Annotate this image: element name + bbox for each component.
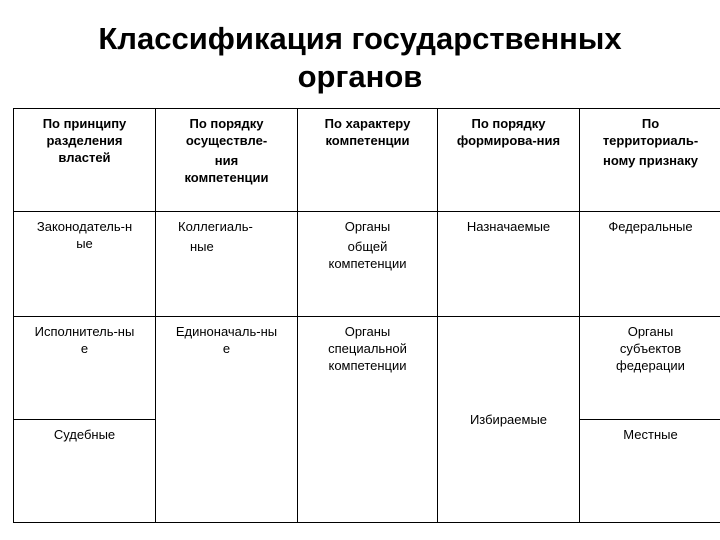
page-title-line-2: органов (297, 59, 423, 94)
header-line: По принципу (42, 116, 127, 131)
cell-judicial (14, 420, 156, 523)
header-territorial (580, 109, 720, 212)
cell-line: Коллегиаль- (178, 219, 253, 234)
cell-line: ные (190, 239, 214, 254)
cell-collegial (156, 212, 298, 317)
cell-line: Органы (627, 324, 674, 339)
cell-line: компетенции (328, 256, 407, 271)
header-line: формирова-ния (456, 133, 561, 148)
cell-line: Исполнитель-ны (34, 324, 135, 339)
header-row (14, 109, 720, 212)
cell-appointed (438, 212, 580, 317)
header-line: разделения (46, 133, 123, 148)
header-line: По (641, 116, 660, 131)
header-separation-of-powers (14, 109, 156, 212)
cell-sole-command (156, 317, 298, 523)
cell-line: Органы (344, 219, 391, 234)
cell-line: е (80, 341, 89, 356)
header-line: По порядку (189, 116, 264, 131)
cell-line: специальной (328, 341, 407, 356)
cell-line: ые (76, 236, 93, 251)
cell-line: Назначаемые (466, 219, 551, 234)
page-title (0, 20, 720, 96)
cell-line: компетенции (328, 358, 407, 373)
page-title-line-1: Классификация государственных (98, 21, 622, 56)
cell-line: е (222, 341, 231, 356)
cell-line: Федеральные (608, 219, 693, 234)
cell-legislative (14, 212, 156, 317)
header-formation-procedure (438, 109, 580, 212)
cell-special-competence (298, 317, 438, 523)
cell-local (580, 420, 720, 523)
cell-line: Законодатель-н (36, 219, 133, 234)
cell-line: Единоначаль-ны (175, 324, 278, 339)
header-line: властей (58, 150, 111, 165)
table-row (14, 317, 720, 420)
cell-executive (14, 317, 156, 420)
header-line: По порядку (471, 116, 546, 131)
cell-elected (438, 317, 580, 523)
cell-line: Избираемые (469, 412, 548, 427)
table-row (14, 212, 720, 317)
classification-table (13, 108, 720, 523)
header-line: компетенции (325, 133, 410, 148)
header-competence-nature (298, 109, 438, 212)
cell-line: Местные (623, 427, 678, 442)
header-line: территориаль- (602, 133, 699, 148)
header-line: ному признаку (603, 153, 698, 168)
cell-line: Судебные (53, 427, 116, 442)
cell-line: Органы (344, 324, 391, 339)
cell-subjects-federation (580, 317, 720, 420)
cell-line: субъектов (619, 341, 682, 356)
header-line: компетенции (184, 170, 269, 185)
header-competence-procedure (156, 109, 298, 212)
header-line: По характеру (324, 116, 411, 131)
cell-line: общей (347, 239, 388, 254)
cell-line: федерации (616, 358, 685, 373)
header-line: осуществле- (185, 133, 268, 148)
header-line: ния (214, 153, 239, 168)
cell-federal (580, 212, 720, 317)
cell-general-competence (298, 212, 438, 317)
